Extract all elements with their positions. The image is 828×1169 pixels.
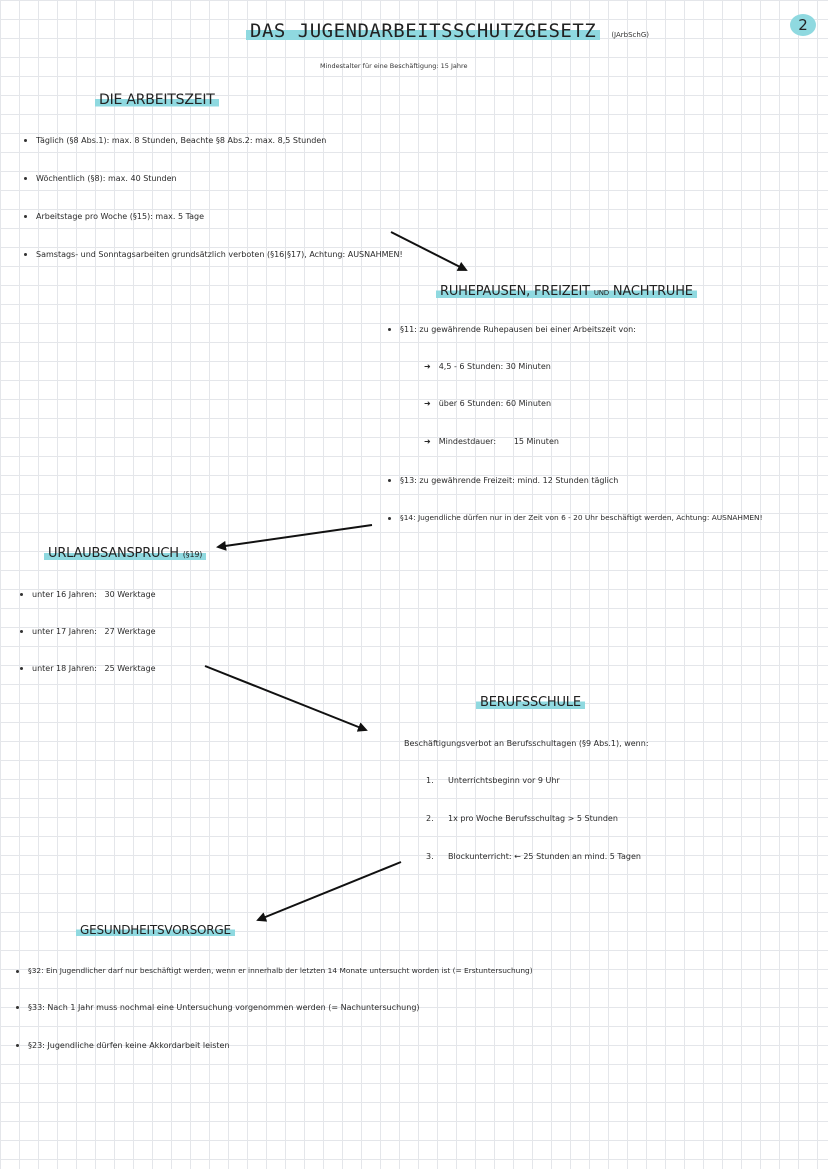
sub-list-item-text: Mindestdauer: 15 Minuten <box>438 437 559 446</box>
list-item-text: §13: zu gewährende Freizeit: mind. 12 Stunden täglich <box>400 476 619 485</box>
list-item-text: §33: Nach 1 Jahr muss nochmal eine Untersuchung vorgenommen werden (= Nachuntersuchung) <box>28 1003 420 1012</box>
list-item-text: §14: Jugendliche dürfen nur in der Zeit von 6 - 20 Uhr beschäftigt werden, Achtung: AUSNAHMEN! <box>400 513 763 522</box>
heading-urlaub-ref: (§19) <box>182 550 203 559</box>
numbered-item-number: 3. <box>426 852 434 861</box>
berufsschule-intro: Beschäftigungsverbot an Berufsschultagen (§9 Abs.1), wenn: <box>404 739 649 748</box>
heading-ruhepausen-main: RUHEPAUSEN, FREIZEIT <box>440 284 590 299</box>
page-subtitle: Mindestalter für eine Beschäftigung: 15 Jahre <box>320 62 468 70</box>
heading-gesundheit-text: GESUNDHEITSVORSORGE <box>76 923 235 937</box>
heading-urlaub-text: URLAUBSANSPRUCH <box>48 546 179 561</box>
heading-ruhepausen-und: UND <box>593 289 609 297</box>
arrow-right-icon: ➜ <box>424 437 431 446</box>
arrow-to-urlaub <box>218 525 372 547</box>
page-number-badge: 2 <box>790 14 816 36</box>
list-item-text: Wöchentlich (§8): max. 40 Stunden <box>36 174 177 183</box>
list-item-text: Samstags- und Sonntagsarbeiten grundsätzlich verboten (§16|§17), Achtung: AUSNAHMEN! <box>36 250 403 259</box>
sub-list-item-text: über 6 Stunden: 60 Minuten <box>438 399 552 408</box>
list-item-text: §32: Ein Jugendlicher darf nur beschäftigt werden, wenn er innerhalb der letzten 14 Monate untersucht worden ist (= Erstuntersuchung) <box>28 966 533 975</box>
list-item-text: Täglich (§8 Abs.1): max. 8 Stunden, Beachte §8 Abs.2: max. 8,5 Stunden <box>36 136 327 145</box>
sub-list-item-text: 4,5 - 6 Stunden: 30 Minuten <box>438 362 551 371</box>
heading-ruhepausen-end: NACHTRUHE <box>612 284 693 299</box>
list-item-text: §23: Jugendliche dürfen keine Akkordarbeit leisten <box>28 1041 230 1050</box>
section-heading-arbeitszeit-text: DIE ARBEITSZEIT <box>95 92 219 108</box>
numbered-item-number: 1. <box>426 776 434 785</box>
numbered-item-text: 1x pro Woche Berufsschultag > 5 Stunden <box>448 814 618 823</box>
numbered-item-number: 2. <box>426 814 434 823</box>
numbered-item-text: Blockunterricht: ← 25 Stunden an mind. 5 Tagen <box>448 852 641 861</box>
arrow-right-icon: ➜ <box>424 362 431 371</box>
arrow-to-gesundheit <box>258 862 401 920</box>
list-item-text: Arbeitstage pro Woche (§15): max. 5 Tage <box>36 212 205 221</box>
numbered-item-text: Unterrichtsbeginn vor 9 Uhr <box>448 776 560 785</box>
page-title-abbr: (JArbSchG) <box>611 31 649 39</box>
heading-berufsschule-text: BERUFSSCHULE <box>476 695 585 710</box>
arrow-right-icon: ➜ <box>424 399 431 408</box>
list-item-text: unter 16 Jahren: 30 Werktage <box>32 590 156 599</box>
arrow-to-berufsschule <box>205 666 366 730</box>
page-title: DAS JUGENDARBEITSSCHUTZGESETZ <box>246 20 600 42</box>
list-item-text: unter 17 Jahren: 27 Werktage <box>32 627 156 636</box>
arrow-to-ruhepausen <box>391 232 466 270</box>
list-item-text: unter 18 Jahren: 25 Werktage <box>32 664 156 673</box>
list-item-text: §11: zu gewährende Ruhepausen bei einer Arbeitszeit von: <box>400 325 636 334</box>
